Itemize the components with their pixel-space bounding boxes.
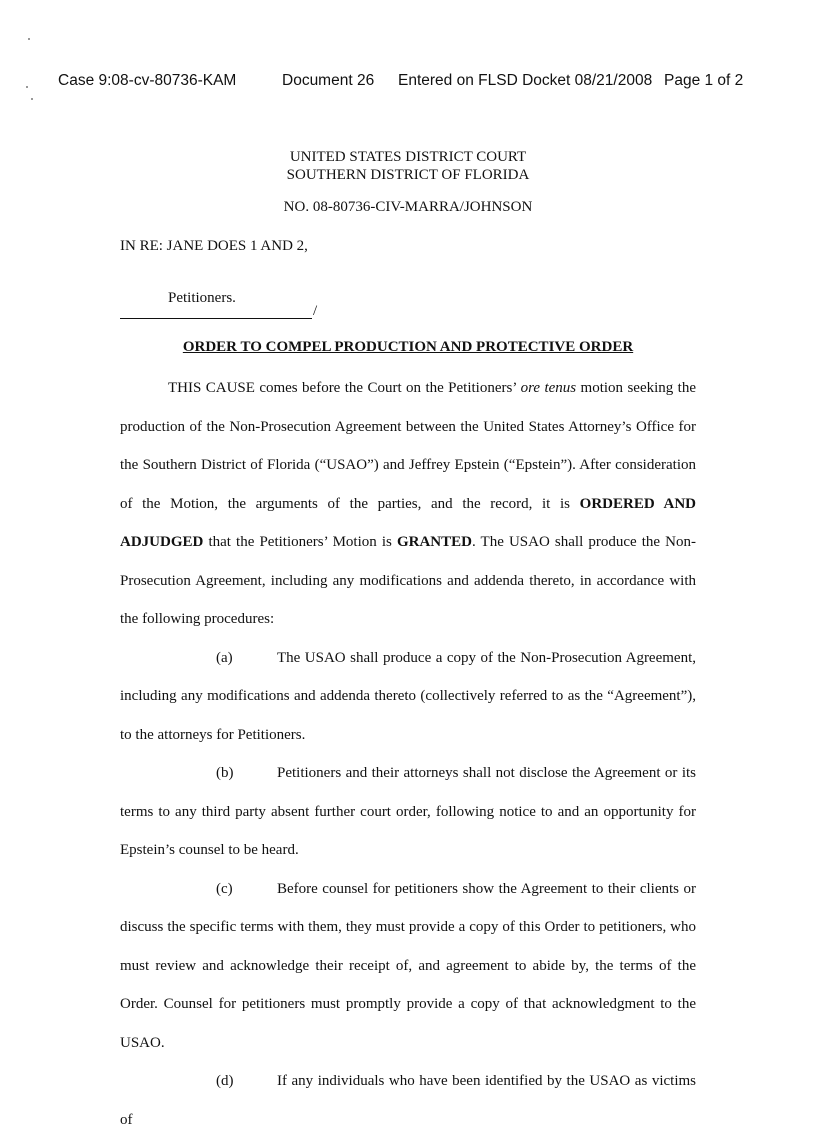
procedure-item-b: (b) Petitioners and their attorneys shall not disclose the Agreement or its terms to any third party absent further court order, following notice to and an opportunity for Epstein’s counsel to be heard.: [120, 765, 696, 858]
caption-rule: [120, 318, 312, 319]
scan-speck: [26, 86, 28, 88]
caption-in-re: IN RE: JANE DOES 1 AND 2,: [120, 238, 308, 254]
granted: GRANTED: [396, 534, 472, 550]
ore-tenus-italic: ore tenus: [520, 380, 577, 396]
document-number: Document 26: [282, 72, 375, 89]
caption-party: Petitioners.: [168, 290, 236, 306]
procedure-item-d: (d) If any individuals who have been identified by the USAO as victims of: [120, 1073, 696, 1128]
court-district: SOUTHERN DISTRICT OF FLORIDA: [286, 167, 530, 183]
case-docket-number: NO. 08-80736-CIV-MARRA/JOHNSON: [283, 199, 533, 215]
ordered-adjudged: ORDERED AND ADJUDGED: [120, 495, 696, 550]
order-paragraph: THIS CAUSE comes before the Court on the Petitioners’ ore tenus motion seeking the production of the Non-Prosecution Agreement between the United States Attorney’s Office for the Southern District of Florida (“USAO”) and Jeffrey Epstein (“Epstein”). After consideration of the Motion, the arguments of the parties, and the record, it is ORDERED AND ADJUDGED that the Petitioners’ Motion is GRANTED. The USAO shall produce the Non-Prosecution Agreement, including any modifications and addenda thereto, in accordance with the following procedures:: [120, 380, 696, 627]
caption-slash: /: [313, 303, 318, 319]
procedure-item-c: (c) Before counsel for petitioners show the Agreement to their clients or discuss the specific terms with them, they must provide a copy of this Order to petitioners, who must review and acknowledge their receipt of, and agreement to abide by, the terms of the Order. Counsel for petitioners must promptly provide a copy of that acknowledgment to the USAO.: [120, 880, 696, 1051]
case-number: Case 9:08-cv-80736-KAM: [58, 72, 237, 89]
court-name: UNITED STATES DISTRICT COURT: [289, 149, 527, 165]
page-indicator: Page 1 of 2: [664, 72, 744, 89]
docket-entry: Entered on FLSD Docket 08/21/2008: [398, 72, 653, 89]
scan-speck: [28, 38, 30, 40]
order-body: [120, 369, 696, 1139]
procedure-item-a: (a) The USAO shall produce a copy of the Non-Prosecution Agreement, including any modifications and addenda thereto (collectively referred to as the “Agreement”), to the attorneys for Petitioners.: [120, 649, 696, 743]
order-title: ORDER TO COMPEL PRODUCTION AND PROTECTIVE ORDER: [182, 339, 634, 355]
scan-speck: [31, 98, 33, 100]
